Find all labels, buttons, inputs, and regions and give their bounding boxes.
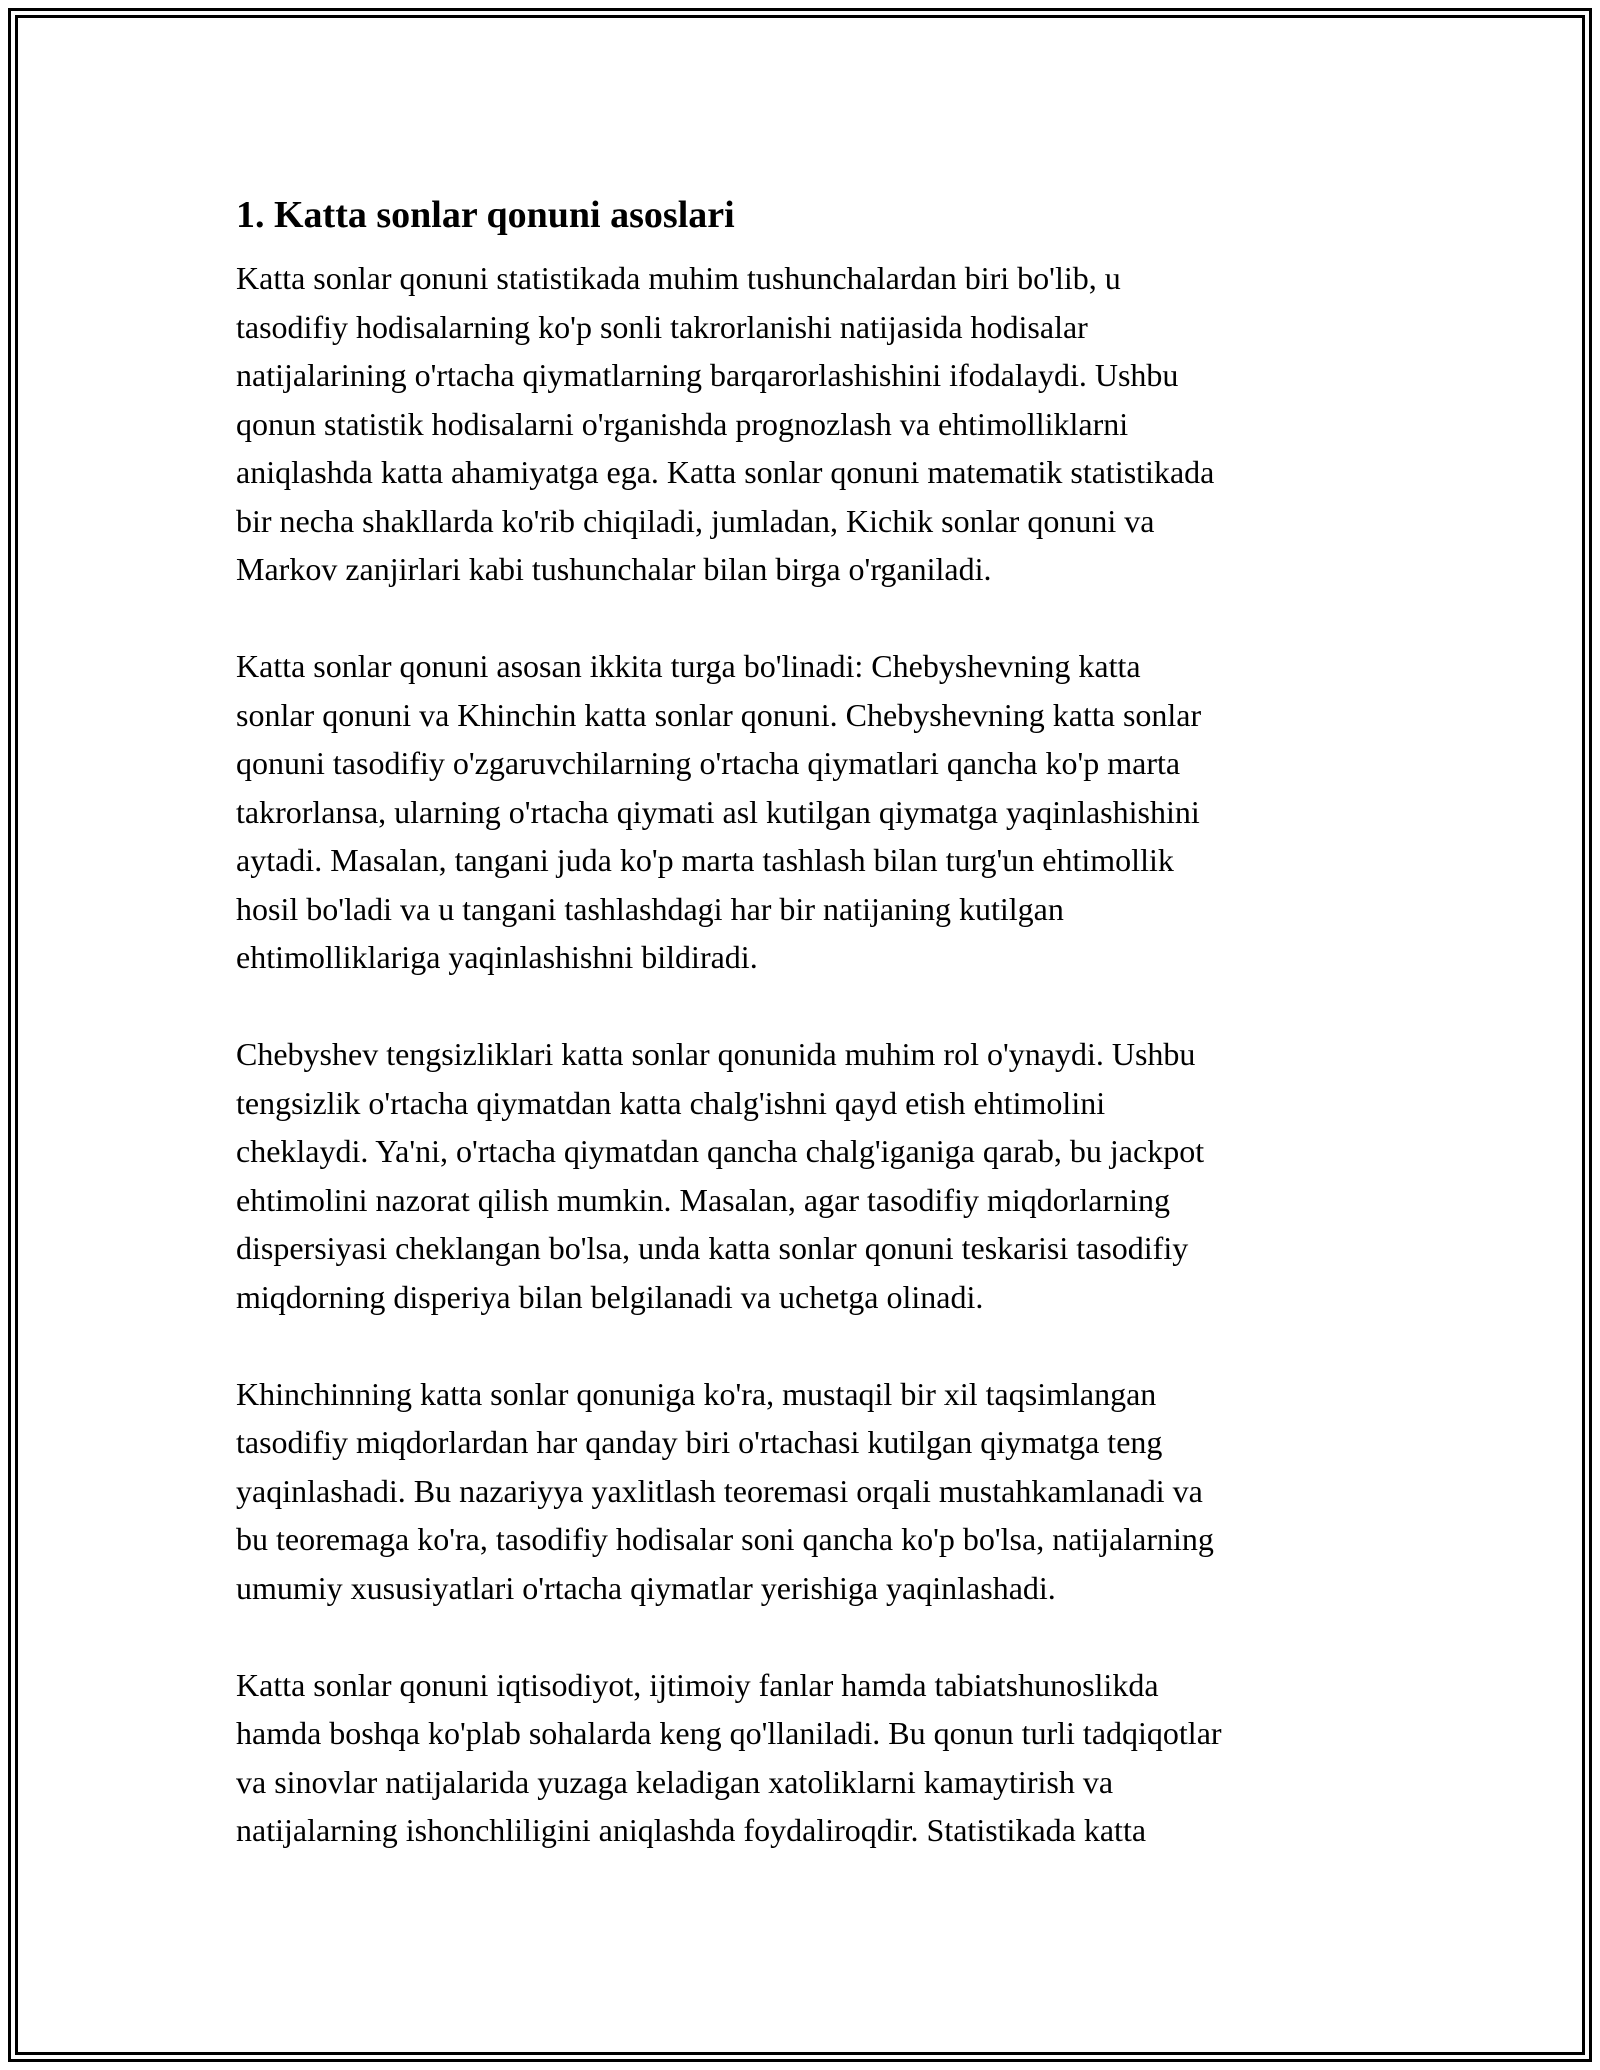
text-line: cheklaydi. Ya'ni, o'rtacha qiymatdan qancha chalg'iganiga qarab, bu jackpot bbox=[236, 1133, 1205, 1169]
text-line: ehtimolini nazorat qilish mumkin. Masalan, agar tasodifiy miqdorlarning bbox=[236, 1181, 1171, 1218]
text-line: natijalarning ishonchliligini aniqlashda foydaliroqdir. Statistikada katta bbox=[236, 1812, 1147, 1848]
text-line: va sinovlar natijalarida yuzaga keladigan xatoliklarni kamaytirish va bbox=[236, 1763, 1114, 1800]
text-line: ehtimolliklariga yaqinlashishni bildiradi. bbox=[236, 939, 758, 975]
text-line: aniqlashda katta ahamiyatga ega. Katta sonlar qonuni matematik statistikada bbox=[236, 454, 1215, 490]
text-line: hosil bo'ladi va u tangani tashlashdagi har bir natijaning kutilgan bbox=[236, 890, 1064, 927]
text-line: Khinchinning katta sonlar qonuniga ko'ra, mustaqil bir xil taqsimlangan bbox=[236, 1375, 1157, 1412]
text-line: tasodifiy miqdorlardan har qanday biri o'rtachasi kutilgan qiymatga teng bbox=[236, 1424, 1163, 1460]
text-line: miqdorning disperiya bilan belgilanadi va uchetga olinadi. bbox=[236, 1278, 984, 1315]
text-line: umumiy xususiyatlari o'rtacha qiymatlar yerishiga yaqinlashadi. bbox=[236, 1569, 1056, 1606]
text-line: bu teoremaga ko'ra, tasodifiy hodisalar soni qancha ko'p bo'lsa, natijalarning bbox=[236, 1521, 1214, 1557]
text-line: dispersiyasi cheklangan bo'lsa, unda katta sonlar qonuni teskarisi tasodifiy bbox=[236, 1230, 1189, 1266]
text-line: tengsizlik o'rtacha qiymatdan katta chalg'ishni qayd etish ehtimolini bbox=[236, 1084, 1106, 1121]
text-line: Katta sonlar qonuni statistikada muhim tushunchalardan biri bo'lib, u bbox=[236, 260, 1121, 296]
text-line: tasodifiy hodisalarning ko'p sonli takrorlanishi natijasida hodisalar bbox=[236, 308, 1088, 345]
text-line: Chebyshev tengsizliklari katta sonlar qonunida muhim rol o'ynaydi. Ushbu bbox=[236, 1036, 1196, 1072]
text-line: bir necha shakllarda ko'rib chiqiladi, jumladan, Kichik sonlar qonuni va bbox=[236, 502, 1155, 539]
paragraph-1 bbox=[236, 254, 1386, 594]
text-line: aytadi. Masalan, tangani juda ko'p marta tashlash bilan turg'un ehtimollik bbox=[236, 842, 1174, 878]
paragraph-5 bbox=[236, 1661, 1386, 1855]
section-heading: 1. Katta sonlar qonuni asoslari bbox=[236, 194, 735, 236]
document-body bbox=[236, 186, 1386, 1855]
text-line: takrorlansa, ularning o'rtacha qiymati asl kutilgan qiymatga yaqinlashishini bbox=[236, 793, 1200, 830]
paragraph-3 bbox=[236, 1030, 1386, 1321]
text-line: Katta sonlar qonuni iqtisodiyot, ijtimoiy fanlar hamda tabiatshunoslikda bbox=[236, 1666, 1159, 1703]
text-line: Katta sonlar qonuni asosan ikkita turga bo'linadi: Chebyshevning katta bbox=[236, 648, 1141, 684]
text-line: sonlar qonuni va Khinchin katta sonlar qonuni. Chebyshevning katta sonlar bbox=[236, 696, 1202, 733]
text-line: natijalarining o'rtacha qiymatlarning barqarorlashishini ifodalaydi. Ushbu bbox=[236, 357, 1179, 393]
text-line: Markov zanjirlari kabi tushunchalar bilan birga o'rganiladi. bbox=[236, 551, 992, 587]
paragraph-2 bbox=[236, 642, 1386, 982]
text-line: yaqinlashadi. Bu nazariyya yaxlitlash teoremasi orqali mustahkamlanadi va bbox=[236, 1472, 1203, 1509]
text-line: hamda boshqa ko'plab sohalarda keng qo'llaniladi. Bu qonun turli tadqiqotlar bbox=[236, 1715, 1222, 1751]
text-line: qonuni tasodifiy o'zgaruvchilarning o'rtacha qiymatlari qancha ko'p marta bbox=[236, 745, 1181, 781]
paragraph-4 bbox=[236, 1370, 1386, 1613]
text-line: qonun statistik hodisalarni o'rganishda prognozlash va ehtimolliklarni bbox=[236, 405, 1129, 442]
